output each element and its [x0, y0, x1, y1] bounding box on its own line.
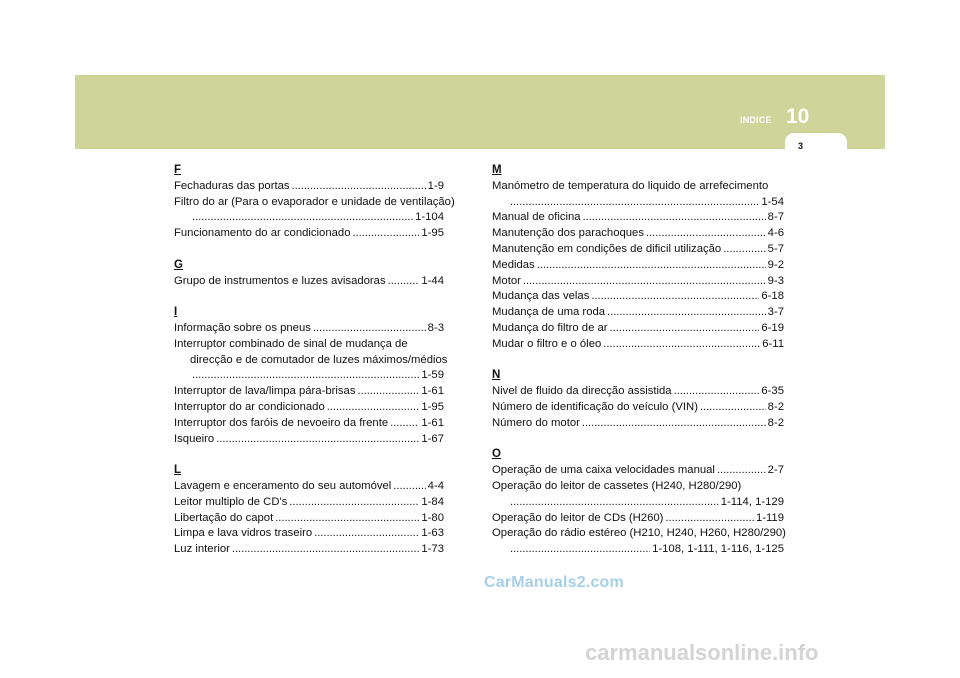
dot-leader — [583, 210, 766, 226]
entry-page: 4-6 — [767, 227, 784, 240]
index-entry — [492, 463, 784, 479]
entry-text: Luz interior — [174, 543, 230, 556]
dot-leader — [510, 495, 719, 511]
dot-leader — [292, 179, 426, 195]
index-letter: G — [174, 258, 183, 271]
dot-leader — [393, 479, 425, 495]
entry-text: Funcionamento do ar condicionado — [174, 227, 351, 240]
entry-page: 5-7 — [767, 242, 784, 255]
dot-leader — [314, 526, 419, 542]
index-entry — [174, 368, 444, 384]
index-group-i — [174, 305, 448, 447]
entry-page: 9-3 — [767, 274, 784, 287]
index-entry: Manómetro de temperatura do liquido de arrefecimento — [492, 179, 769, 192]
index-entry — [174, 400, 444, 416]
index-letter: F — [174, 164, 182, 176]
entry-text: Isqueiro — [174, 432, 215, 445]
dot-leader — [510, 542, 650, 558]
entry-page: 1-80 — [421, 511, 444, 524]
index-entry — [492, 416, 784, 432]
entry-page: 1-104 — [415, 211, 444, 224]
dot-leader — [388, 274, 420, 290]
watermark-carmanuals2[interactable]: CarManuals2.com — [484, 574, 624, 591]
entry-page: 1-114, 1-129 — [720, 495, 784, 508]
entry-page: 1-61 — [421, 416, 444, 429]
index-group-l — [174, 463, 444, 558]
entry-text: Interruptor dos faróis de nevoeiro da frente — [174, 416, 389, 429]
index-entry — [174, 511, 444, 527]
dot-leader — [232, 542, 419, 558]
entry-page: 1-95 — [421, 227, 444, 240]
index-entry: direcção e de comutador de luzes máximos/médios — [190, 353, 448, 366]
entry-page: 6-11 — [762, 337, 784, 350]
entry-text: Mudança das velas — [492, 290, 590, 303]
index-entry — [492, 289, 784, 305]
page-tab — [785, 133, 847, 151]
index-entry — [492, 195, 784, 211]
dot-leader — [591, 289, 759, 305]
entry-text: Número do motor — [492, 416, 580, 429]
index-entry — [174, 432, 444, 448]
index-entry — [174, 495, 444, 511]
index-column-left — [174, 163, 455, 574]
entry-page: 1-59 — [421, 369, 444, 382]
dot-leader — [327, 400, 420, 416]
entry-page: 6-19 — [761, 321, 784, 334]
entry-text: Manutenção em condições de dificil utilização — [492, 242, 722, 255]
index-entry — [492, 242, 784, 258]
index-entry — [174, 479, 444, 495]
entry-text: Medidas — [492, 258, 535, 271]
entry-text: Informação sobre os pneus — [174, 321, 311, 334]
entry-page: 1-108, 1-111, 1-116, 1-125 — [652, 543, 784, 556]
entry-page: 1-44 — [421, 274, 444, 287]
index-group-o — [492, 447, 784, 558]
dot-leader — [700, 400, 766, 416]
entry-text: Fechaduras das portas — [174, 179, 290, 192]
entry-text: Manual de oficina — [492, 211, 581, 224]
index-entry — [492, 384, 784, 400]
entry-text: Libertação do capot — [174, 511, 274, 524]
index-letter: L — [174, 464, 182, 477]
entry-text: Interruptor de lava/limpa pára-brisas — [174, 385, 356, 398]
index-entry: Operação do leitor de cassetes (H240, H280/290) — [492, 479, 742, 492]
entry-text: Interruptor do ar condicionado — [174, 400, 325, 413]
entry-page: 1-95 — [421, 400, 444, 413]
dot-leader — [510, 195, 759, 211]
index-entry — [492, 511, 784, 527]
dot-leader — [313, 321, 426, 337]
entry-text: Operação do leitor de CDs (H260) — [492, 511, 664, 524]
entry-page: 8-7 — [767, 211, 784, 224]
entry-text: Mudança do filtro de ar — [492, 321, 608, 334]
index-entry — [492, 274, 784, 290]
dot-leader — [665, 511, 754, 527]
entry-text: Manutenção dos parachoques — [492, 227, 644, 240]
entry-page: 1-61 — [421, 385, 444, 398]
index-group-g — [174, 258, 444, 290]
dot-leader — [192, 210, 413, 226]
entry-text: Motor — [492, 274, 521, 287]
entry-page: 8-2 — [767, 400, 784, 413]
page-number: 3 — [798, 141, 804, 151]
entry-page: 3-7 — [767, 306, 784, 319]
index-entry — [174, 384, 444, 400]
dot-leader — [289, 495, 419, 511]
entry-text: Leitor multiplo de CD's — [174, 495, 288, 508]
entry-page: 1-73 — [421, 543, 444, 556]
entry-page: 9-2 — [767, 258, 784, 271]
index-entry — [174, 226, 444, 242]
dot-leader — [275, 511, 419, 527]
entry-text: Mudança de uma roda — [492, 306, 606, 319]
index-entry — [492, 226, 784, 242]
dot-leader — [357, 384, 419, 400]
entry-text: Grupo de instrumentos e luzes avisadoras — [174, 274, 386, 287]
section-label: INDICE — [740, 115, 772, 125]
dot-leader — [603, 337, 760, 353]
entry-page: 1-84 — [421, 495, 444, 508]
dot-leader — [607, 305, 766, 321]
index-entry — [492, 400, 784, 416]
index-entry — [174, 179, 444, 195]
entry-text: Lavagem e enceramento do seu automóvel — [174, 479, 392, 492]
index-entry — [174, 416, 444, 432]
entry-page: 8-3 — [427, 321, 444, 334]
dot-leader — [610, 321, 760, 337]
index-entry — [492, 305, 784, 321]
index-entry — [492, 258, 784, 274]
index-group-m — [492, 163, 784, 353]
index-group-f — [174, 163, 455, 242]
index-entry — [174, 274, 444, 290]
index-letter: M — [492, 164, 502, 176]
index-entry — [174, 542, 444, 558]
dot-leader — [717, 463, 766, 479]
entry-page: 6-35 — [761, 385, 784, 398]
dot-leader — [537, 258, 766, 274]
watermark-carmanualsonline[interactable]: carmanualsonline.info — [585, 640, 819, 665]
entry-text: Operação de uma caixa velocidades manual — [492, 464, 715, 477]
entry-page: 2-7 — [767, 464, 784, 477]
index-entry — [492, 321, 784, 337]
index-entry: Interruptor combinado de sinal de mudança de — [174, 337, 408, 350]
entry-page: 1-9 — [427, 179, 444, 192]
entry-page: 1-54 — [761, 195, 784, 208]
dot-leader — [582, 416, 766, 432]
index-entry: Filtro do ar (Para o evaporador e unidade de ventilação) — [174, 195, 455, 208]
entry-page: 1-63 — [421, 527, 444, 540]
index-entry — [492, 210, 784, 226]
entry-page: 4-4 — [427, 479, 444, 492]
entry-page: 6-18 — [761, 290, 784, 303]
entry-page: 1-67 — [421, 432, 444, 445]
index-letter: I — [174, 306, 178, 319]
index-column-right — [492, 163, 784, 574]
index-entry — [492, 337, 784, 353]
entry-text: Mudar o filtro e o óleo — [492, 337, 602, 350]
dot-leader — [523, 274, 766, 290]
index-entry: Operação do rádio estéreo (H210, H240, H260, H280/290) — [492, 527, 786, 540]
dot-leader — [723, 242, 765, 258]
index-entry — [174, 321, 444, 337]
index-entry — [174, 526, 444, 542]
index-letter: N — [492, 369, 501, 382]
entry-text: Limpa e lava vidros traseiro — [174, 527, 313, 540]
entry-page: 8-2 — [767, 416, 784, 429]
entry-text: Nivel de fluido da direcção assistida — [492, 385, 672, 398]
index-letter: O — [492, 448, 501, 461]
entry-page: 1-119 — [755, 511, 784, 524]
index-group-n — [492, 368, 784, 431]
dot-leader — [216, 432, 419, 448]
section-number: 10 — [786, 105, 810, 128]
entry-text: Número de identificação do veículo (VIN) — [492, 400, 698, 413]
dot-leader — [352, 226, 419, 242]
header-band — [75, 75, 885, 149]
dot-leader — [192, 368, 419, 384]
index-entry — [492, 542, 784, 558]
index-entry — [174, 210, 444, 226]
dot-leader — [646, 226, 766, 242]
dot-leader — [674, 384, 760, 400]
index-entry — [492, 495, 784, 511]
dot-leader — [390, 416, 419, 432]
